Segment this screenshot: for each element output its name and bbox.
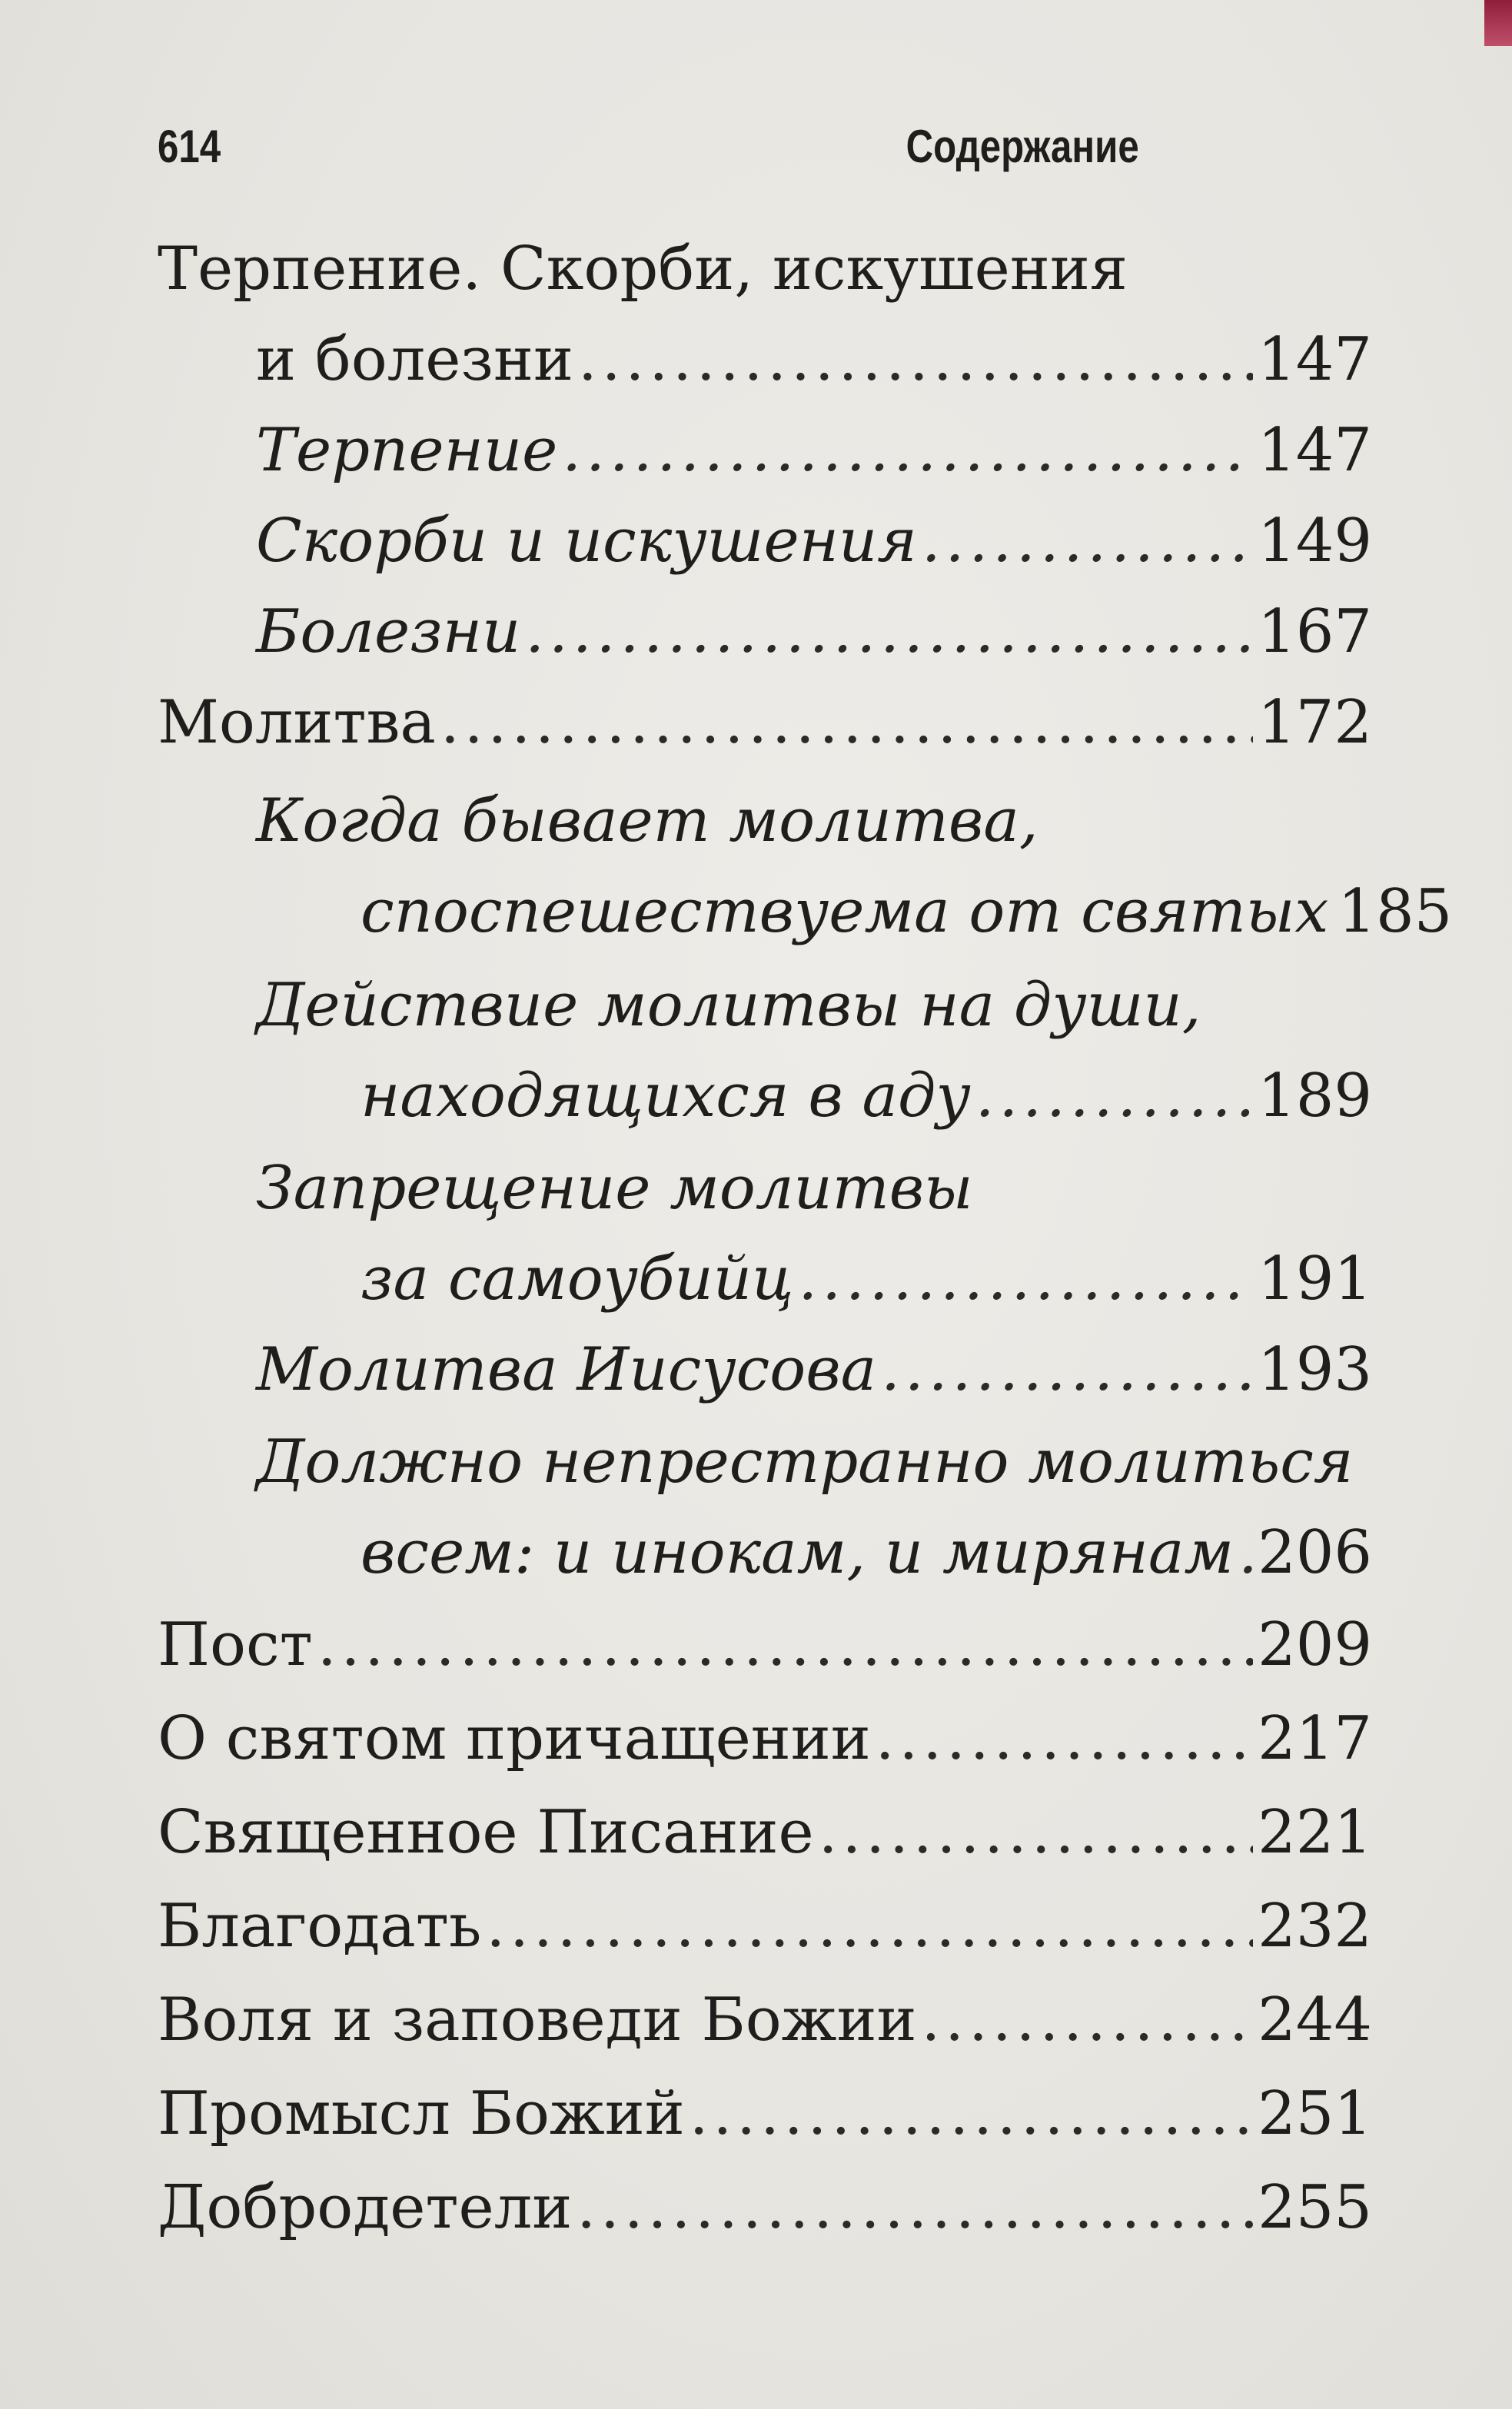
- toc-entry-label: Пост: [158, 1610, 313, 1680]
- toc-subentry-line: [256, 783, 1038, 859]
- toc-entry: [158, 1888, 1372, 1965]
- leader-dots: [486, 1888, 1253, 1965]
- toc-entry-label: Болезни: [256, 597, 521, 666]
- section-title: Содержание: [906, 120, 1139, 172]
- toc-entry-label: и болезни: [256, 325, 573, 394]
- toc-entry-label: Промысл Божий: [158, 2079, 685, 2148]
- toc-subentry: [256, 593, 1372, 670]
- leader-dots: [1238, 1514, 1253, 1591]
- toc-page-number: 206: [1258, 1518, 1372, 1587]
- toc-entry: [158, 1794, 1372, 1871]
- toc-page-number: 251: [1258, 2079, 1372, 2148]
- toc-page-number: 189: [1258, 1062, 1372, 1131]
- toc-page-number: 147: [1258, 416, 1372, 485]
- toc-entry-label: Добродетели: [158, 2173, 573, 2242]
- toc-page-number: 185: [1338, 877, 1453, 946]
- leader-dots: [881, 1331, 1253, 1408]
- toc-entry-label: О святом причащении: [158, 1704, 871, 1773]
- toc-entry: [158, 2075, 1372, 2152]
- leader-dots: [975, 1058, 1253, 1135]
- toc-entry: [158, 1982, 1372, 2058]
- toc-entry-label: всем: и инокам, и мирянам: [361, 1518, 1234, 1587]
- toc-subentry: [256, 412, 1372, 489]
- toc-page-number: 221: [1258, 1798, 1372, 1867]
- leader-dots: [922, 1982, 1254, 2058]
- leader-dots: [317, 1607, 1253, 1683]
- toc-subentry: [256, 503, 1372, 580]
- toc-page-number: 244: [1258, 1985, 1372, 2055]
- toc-entry: [158, 1607, 1372, 1683]
- toc-entry: [158, 2169, 1372, 2246]
- leader-dots: [922, 503, 1253, 580]
- toc-entry-label: за самоубийц: [361, 1244, 794, 1314]
- toc-subentry: [361, 1058, 1372, 1135]
- toc-entry-label: находящихся в аду: [361, 1062, 971, 1131]
- leader-dots: [876, 1700, 1253, 1777]
- toc-subentry: [361, 873, 1453, 950]
- toc-entry-label: Должно непрестранно молиться: [256, 1427, 1354, 1497]
- toc-page-number: 172: [1258, 688, 1372, 757]
- toc-entry: [256, 321, 1372, 398]
- leader-dots: [690, 2075, 1253, 2152]
- toc-heading-line: [158, 231, 1128, 307]
- toc-entry-label: Запрещение молитвы: [256, 1154, 973, 1223]
- leader-dots: [819, 1794, 1253, 1871]
- toc-page-number: 255: [1258, 2173, 1372, 2242]
- toc-page-number: 167: [1258, 597, 1372, 666]
- toc-entry: [158, 1700, 1372, 1777]
- toc-entry-label: Молитва: [158, 688, 436, 757]
- leader-dots: [525, 593, 1253, 670]
- toc-subentry-line: [256, 1150, 973, 1227]
- leader-dots: [440, 684, 1253, 761]
- toc-entry-label: Молитва Иисусова: [256, 1335, 877, 1404]
- toc-entry-label: Терпение. Скорби, искушения: [158, 234, 1128, 304]
- toc-subentry: [361, 1241, 1372, 1317]
- toc-page-number: 217: [1258, 1704, 1372, 1773]
- toc-subentry-line: [256, 1424, 1354, 1500]
- leader-dots: [798, 1241, 1253, 1317]
- leader-dots: [562, 412, 1253, 489]
- toc-entry-label: Терпение: [256, 416, 558, 485]
- leader-dots: [578, 321, 1253, 398]
- toc-page-number: 232: [1258, 1892, 1372, 1961]
- toc-subentry: [256, 1331, 1372, 1408]
- toc-entry-label: Благодать: [158, 1892, 482, 1961]
- toc-entry-label: Воля и заповеди Божии: [158, 1985, 917, 2055]
- toc-page-number: 147: [1258, 325, 1372, 394]
- leader-dots: [577, 2169, 1253, 2246]
- toc-subentry-line: [256, 967, 1201, 1044]
- toc-page-number: 191: [1258, 1244, 1372, 1314]
- book-cover-edge: [1484, 0, 1512, 46]
- toc-subentry: [361, 1514, 1372, 1591]
- toc-page-number: 209: [1258, 1610, 1372, 1680]
- toc-entry: [158, 684, 1372, 761]
- toc-page-number: 193: [1258, 1335, 1372, 1404]
- toc-entry-label: Скорби и искушения: [256, 507, 917, 576]
- page-number: 614: [158, 120, 221, 172]
- toc-entry-label: Священное Писание: [158, 1798, 814, 1867]
- toc-page-number: 149: [1258, 507, 1372, 576]
- toc-entry-label: Когда бывает молитва,: [256, 786, 1038, 856]
- toc-entry-label: Действие молитвы на души,: [256, 971, 1201, 1040]
- running-head: [158, 115, 1139, 177]
- toc-entry-label: споспешествуема от святых: [361, 877, 1329, 946]
